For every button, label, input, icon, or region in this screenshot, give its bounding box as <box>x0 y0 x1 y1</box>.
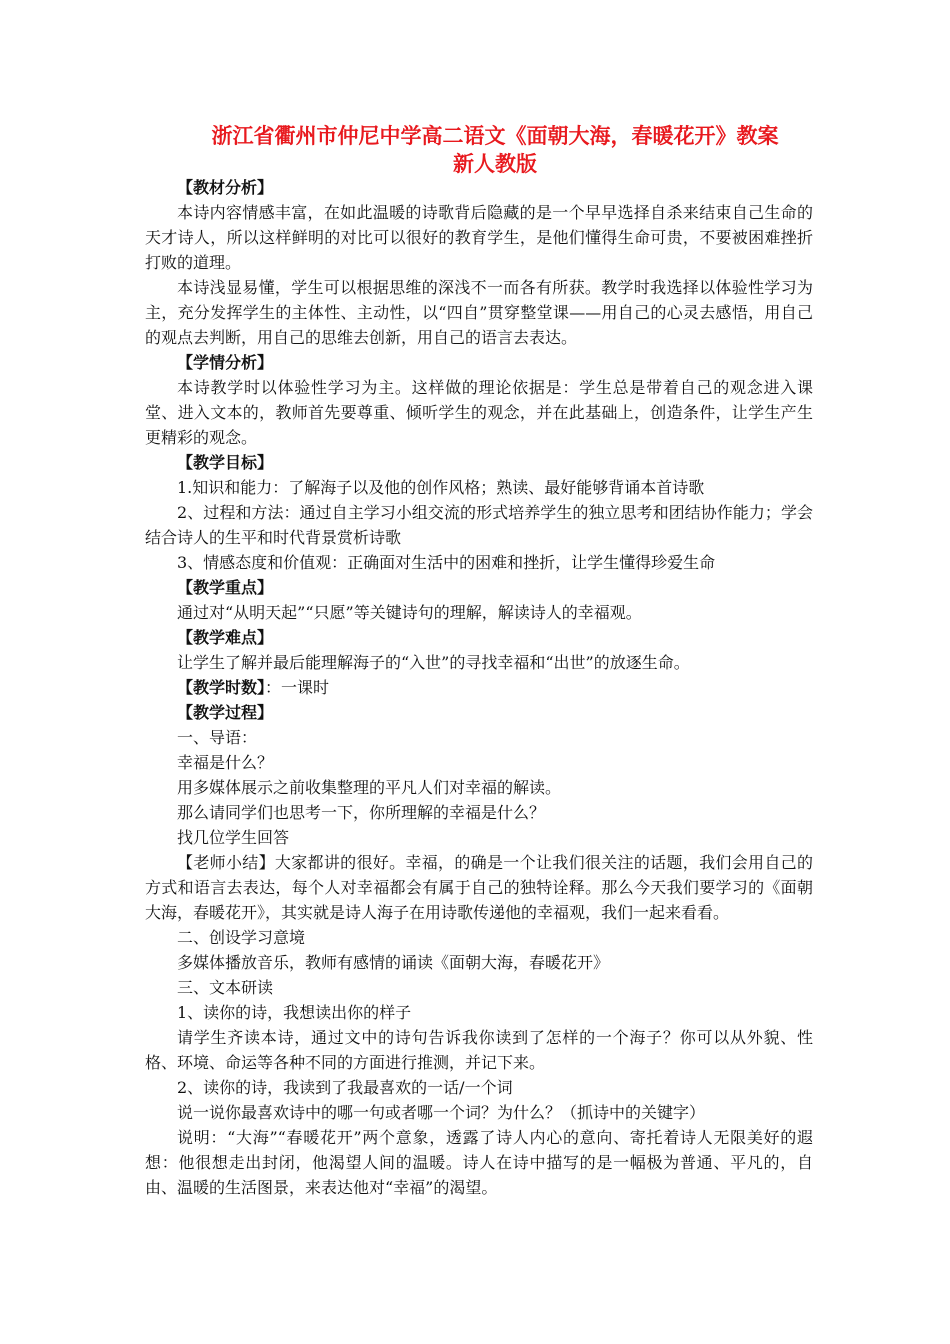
paragraph: 2、读你的诗，我读到了我最喜欢的一话/一个词 <box>177 1078 513 1097</box>
hours-value: ：一课时 <box>265 678 330 697</box>
section-heading-analysis: 【教材分析】 <box>177 178 274 197</box>
paragraph: 通过对“从明天起”“只愿”等关键诗句的理解，解读诗人的幸福观。 <box>177 603 642 622</box>
hours-label: 【教学时数】 <box>177 678 266 697</box>
paragraph: 说一说你最喜欢诗中的哪一句或者哪一个词？为什么？（抓诗中的关键字） <box>177 1103 706 1122</box>
paragraph: 1、读你的诗，我想读出你的样子 <box>177 1003 412 1022</box>
goal-item: 2、过程和方法：通过自主学习小组交流的形式培养学生的独立思考和团结协作能力；学会结合诗人的生平和时代背景赏析诗歌 <box>145 503 813 547</box>
section-heading-learner: 【学情分析】 <box>177 353 274 372</box>
paragraph: 说明：“大海”“春暖花开”两个意象，透露了诗人内心的意向、寄托着诗人无限美好的遐想：他很想走出封闭，他渴望人间的温暖。诗人在诗中描写的是一幅极为普通、平凡的，自由、温暖的生活图景，来表达他对“幸福”的渴望。 <box>145 1128 813 1197</box>
goal-item: 3、情感态度和价值观：正确面对生活中的困难和挫折，让学生懂得珍爱生命 <box>177 553 716 572</box>
section-heading-hours <box>145 675 813 700</box>
paragraph: 本诗内容情感丰富，在如此温暖的诗歌背后隐藏的是一个早早选择自杀来结束自己生命的天才诗人，所以这样鲜明的对比可以很好的教育学生，是他们懂得生命可贵，不要被困难挫折打败的道理。 <box>145 203 813 272</box>
document-title-line2: 新人教版 <box>453 152 537 176</box>
section-heading-process: 【教学过程】 <box>177 703 274 722</box>
paragraph: 那么请同学们也思考一下，你所理解的幸福是什么？ <box>177 803 546 822</box>
paragraph: 请学生齐读本诗，通过文中的诗句告诉我你读到了怎样的一个海子？你可以从外貌、性格、环境、命运等各种不同的方面进行推测，并记下来。 <box>145 1028 813 1072</box>
step-heading: 一、导语： <box>177 728 258 747</box>
paragraph: 找几位学生回答 <box>177 828 290 847</box>
paragraph: 幸福是什么？ <box>177 753 274 772</box>
paragraph: 多媒体播放音乐，教师有感情的诵读《面朝大海，春暖花开》 <box>177 953 610 972</box>
paragraph: 用多媒体展示之前收集整理的平凡人们对幸福的解读。 <box>177 778 562 797</box>
goal-item: 1.知识和能力：了解海子以及他的创作风格；熟读、最好能够背诵本首诗歌 <box>177 478 705 497</box>
section-heading-goals: 【教学目标】 <box>177 453 274 472</box>
paragraph: 本诗教学时以体验性学习为主。这样做的理论依据是：学生总是带着自己的观念进入课堂、进入文本的，教师首先要尊重、倾听学生的观念，并在此基础上，创造条件，让学生产生更精彩的观念。 <box>145 378 813 447</box>
teacher-summary: 【老师小结】大家都讲的很好。幸福，的确是一个让我们很关注的话题，我们会用自己的方式和语言去表达，每个人对幸福都会有属于自己的独特诠释。那么今天我们要学习的《面朝大海，春暖花开》，其实就是诗人海子在用诗歌传递他的幸福观，我们一起来看看。 <box>145 853 813 922</box>
section-heading-key: 【教学重点】 <box>177 578 274 597</box>
paragraph: 本诗浅显易懂，学生可以根据思维的深浅不一而各有所获。教学时我选择以体验性学习为主，充分发挥学生的主体性、主动性，以“四自”贯穿整堂课——用自己的心灵去感悟，用自己的观点去判断，用自己的思维去创新，用自己的语言去表达。 <box>145 278 813 347</box>
document-title-line1: 浙江省衢州市仲尼中学高二语文《面朝大海，春暖花开》教案 <box>211 124 779 148</box>
paragraph: 让学生了解并最后能理解海子的“入世”的寻找幸福和“出世”的放逐生命。 <box>177 653 690 672</box>
step-heading: 三、文本研读 <box>177 978 274 997</box>
section-heading-difficulty: 【教学难点】 <box>177 628 274 647</box>
document-body <box>145 175 813 1200</box>
step-heading: 二、创设学习意境 <box>177 928 306 947</box>
